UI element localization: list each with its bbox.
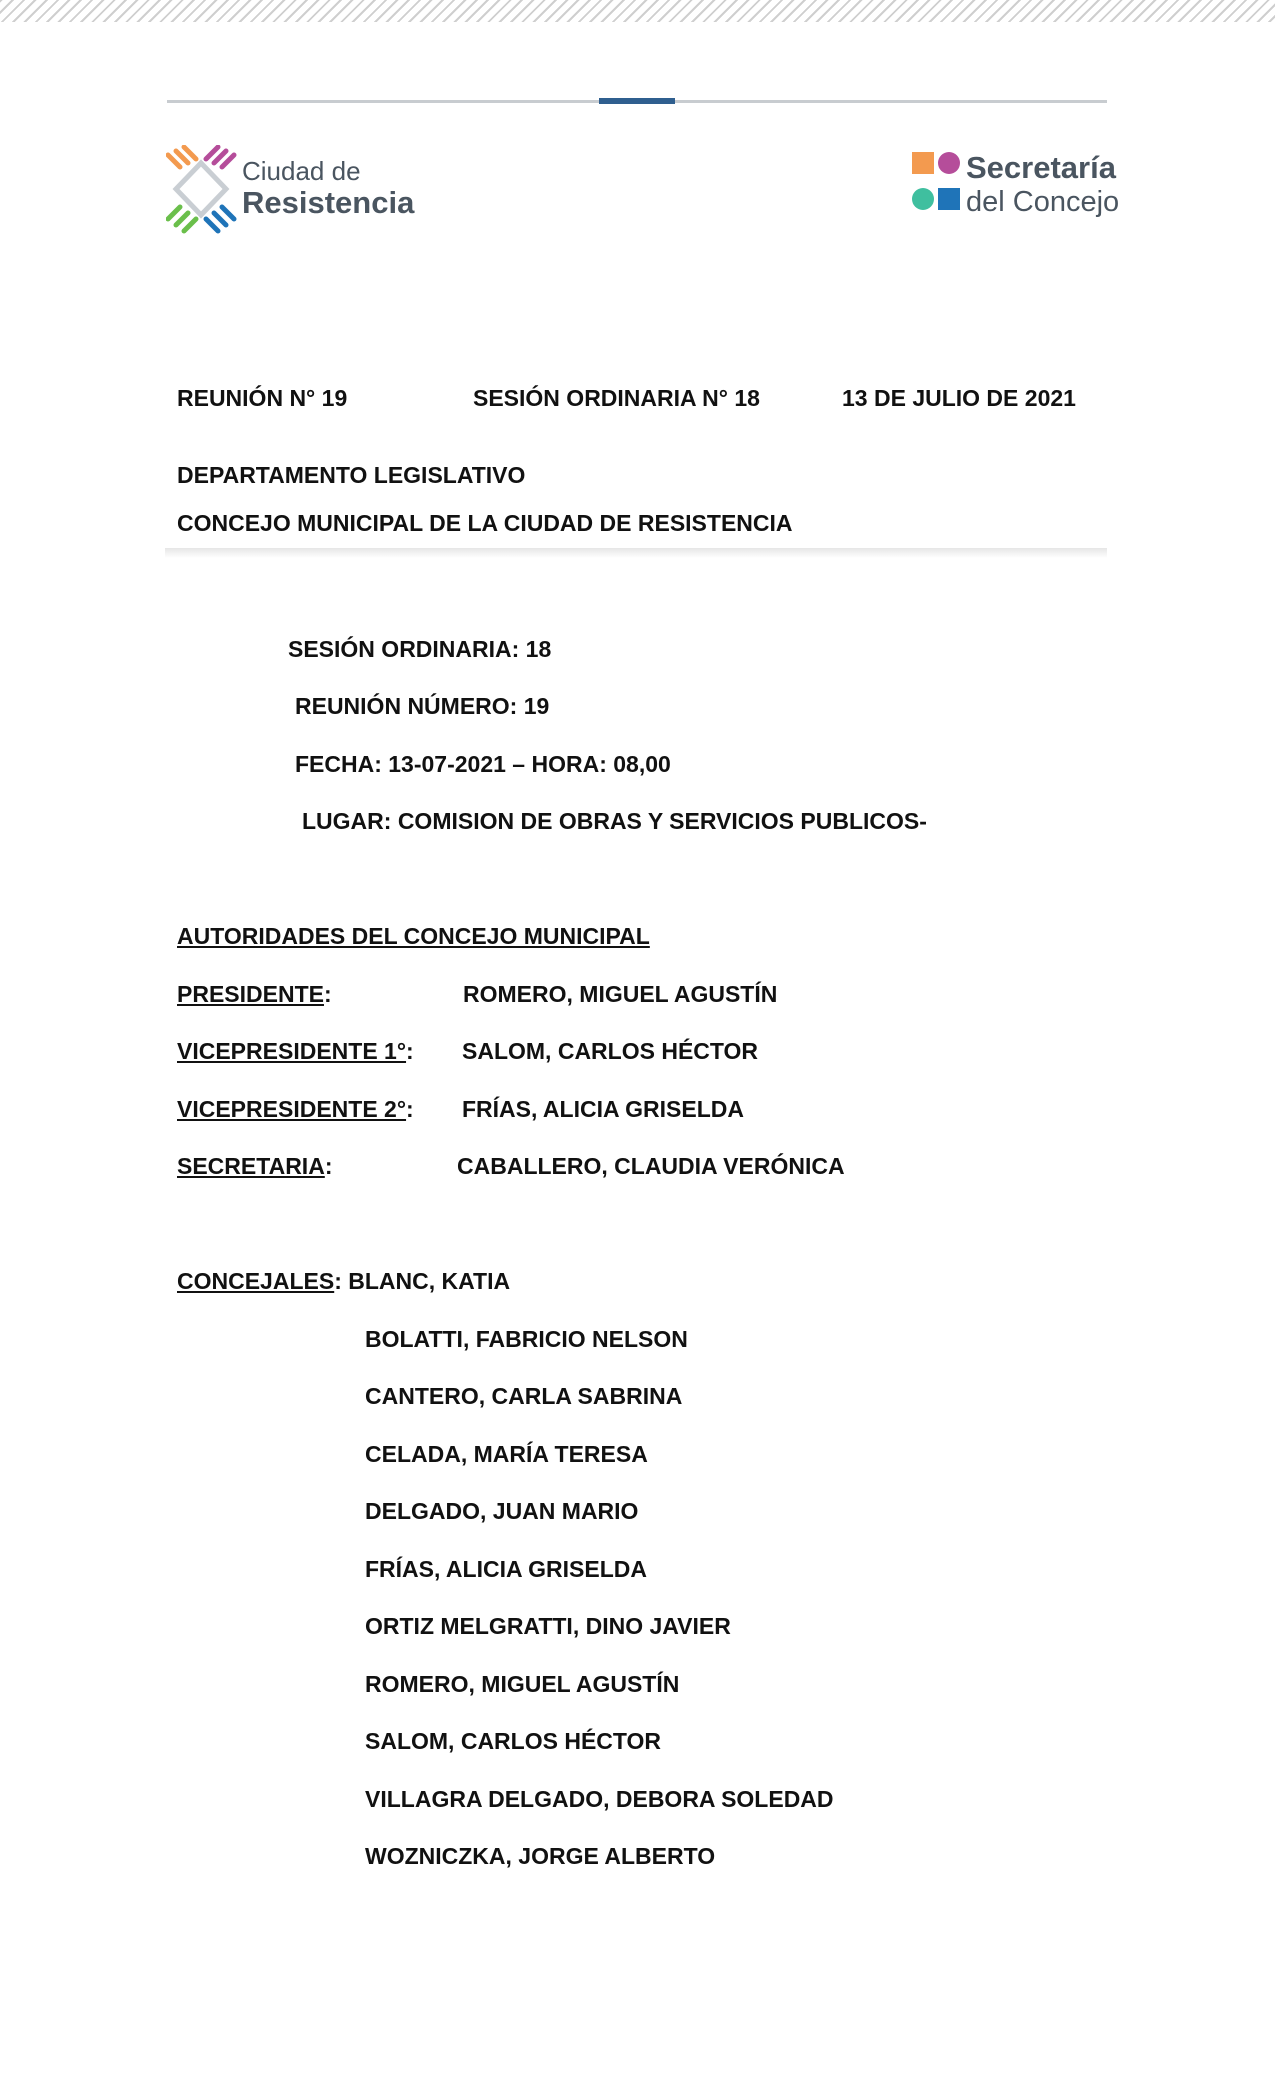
ciudad-logo-wordmark bbox=[242, 157, 414, 220]
logo-left-line1: Ciudad de bbox=[242, 156, 361, 186]
council-member: SALOM, CARLOS HÉCTOR bbox=[365, 1728, 662, 1754]
secretaria-logo-wordmark bbox=[966, 150, 1119, 219]
header-rule-accent bbox=[599, 98, 675, 104]
council-member: CANTERO, CARLA SABRINA bbox=[365, 1383, 683, 1409]
council-member: VILLAGRA DELGADO, DEBORA SOLEDAD bbox=[365, 1786, 834, 1812]
authority-name: CABALLERO, CLAUDIA VERÓNICA bbox=[457, 1153, 845, 1179]
council-member: WOZNICZKA, JORGE ALBERTO bbox=[365, 1843, 716, 1869]
authority-name: SALOM, CARLOS HÉCTOR bbox=[462, 1038, 759, 1064]
authority-name: ROMERO, MIGUEL AGUSTÍN bbox=[463, 981, 778, 1007]
authority-role: SECRETARIA: bbox=[177, 1153, 333, 1179]
council-member: ORTIZ MELGRATTI, DINO JAVIER bbox=[365, 1613, 731, 1639]
council-member: BOLATTI, FABRICIO NELSON bbox=[365, 1326, 688, 1352]
meta-sesion: SESIÓN ORDINARIA N° 18 bbox=[473, 385, 760, 411]
department-line1: DEPARTAMENTO LEGISLATIVO bbox=[177, 462, 526, 488]
session-date: FECHA: 13-07-2021 – HORA: 08,00 bbox=[295, 751, 671, 777]
logo-right-line2: del Concejo bbox=[966, 185, 1120, 218]
session-place: LUGAR: COMISION DE OBRAS Y SERVICIOS PUBLICOS- bbox=[302, 808, 927, 834]
authority-role: VICEPRESIDENTE 1°: bbox=[177, 1038, 414, 1064]
logo-right-line1: Secretaría bbox=[966, 150, 1116, 185]
page-hatch-border bbox=[0, 0, 1275, 22]
section-divider bbox=[165, 548, 1107, 558]
meta-reunion: REUNIÓN N° 19 bbox=[177, 385, 348, 411]
authority-name: FRÍAS, ALICIA GRISELDA bbox=[462, 1096, 744, 1122]
council-member: CELADA, MARÍA TERESA bbox=[365, 1441, 648, 1467]
department-line2: CONCEJO MUNICIPAL DE LA CIUDAD DE RESISTENCIA bbox=[177, 510, 793, 536]
logo-left-line2: Resistencia bbox=[242, 184, 415, 220]
meeting-number: REUNIÓN NÚMERO: 19 bbox=[295, 693, 550, 719]
council-member: ROMERO, MIGUEL AGUSTÍN bbox=[365, 1671, 680, 1697]
authorities-heading: AUTORIDADES DEL CONCEJO MUNICIPAL bbox=[177, 923, 650, 949]
council-member: FRÍAS, ALICIA GRISELDA bbox=[365, 1556, 647, 1582]
council-member: BLANC, KATIA bbox=[348, 1268, 511, 1294]
authority-role: PRESIDENTE: bbox=[177, 981, 332, 1007]
session-number: SESIÓN ORDINARIA: 18 bbox=[288, 636, 552, 662]
council-member: DELGADO, JUAN MARIO bbox=[365, 1498, 639, 1524]
meta-fecha: 13 DE JULIO DE 2021 bbox=[842, 385, 1076, 411]
council-label: CONCEJALES: BLANC, KATIA bbox=[177, 1268, 511, 1294]
authority-role: VICEPRESIDENTE 2°: bbox=[177, 1096, 414, 1122]
